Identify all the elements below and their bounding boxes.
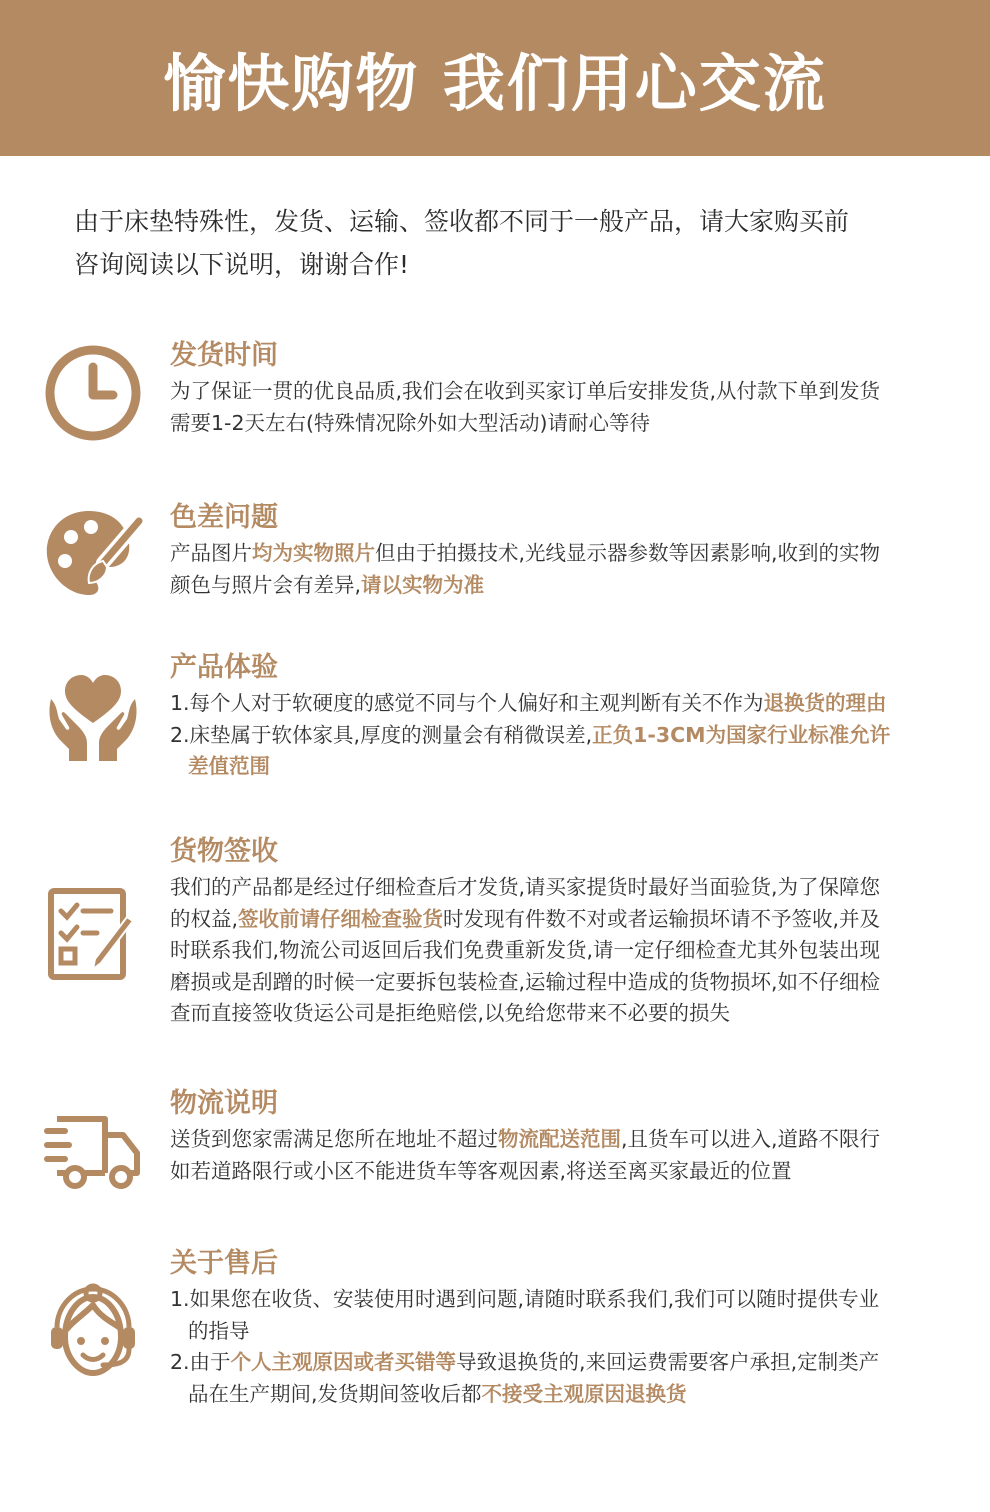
highlight-text: 个人主观原因或者买错等 [230, 1350, 457, 1374]
highlight-text: 正负1-3CM为国家行业标准允许 [592, 722, 891, 747]
text-segment: ,且货车可以进入,道路不限行 [621, 1127, 881, 1151]
section-title: 发货时间 [170, 340, 278, 371]
highlight-text: 物流配送范围 [498, 1127, 621, 1151]
section-body [170, 376, 960, 439]
text-segment: 1.如果您在收货、安装使用时遇到问题,请随时联系我们,我们可以随时提供专业 [170, 1287, 880, 1311]
section-title: 物流说明 [170, 1088, 278, 1119]
section-title: 色差问题 [170, 502, 278, 533]
text-segment: 我们的产品都是经过仔细检查后才发货,请买家提货时最好当面验货,为了保障您 [170, 875, 881, 899]
highlight-text: 签收前请仔细检查验货 [238, 906, 444, 931]
section-body [170, 538, 960, 601]
intro-line: 咨询阅读以下说明，谢谢合作! [74, 250, 410, 279]
text-segment: 导致退换货的,来回运费需要客户承担,定制类产 [456, 1350, 880, 1374]
heart-hands-icon [38, 660, 148, 770]
section-body [170, 872, 960, 1030]
section-body [170, 1284, 960, 1410]
intro-text [74, 200, 934, 286]
text-segment: 送货到您家需满足您所在地址不超过 [170, 1127, 498, 1151]
section-title: 货物签收 [170, 836, 278, 867]
highlight-text: 退换货的理由 [763, 691, 887, 715]
highlight-text: 不接受主观原因退换货 [481, 1381, 687, 1406]
highlight-text: 差值范围 [188, 754, 270, 778]
text-segment: 1.每个人对于软硬度的感觉不同与个人偏好和主观判断有关不作为 [170, 691, 764, 715]
section-body [170, 1124, 960, 1187]
text-segment: 磨损或是刮蹭的时候一定要拆包装检查,运输过程中造成的货物损坏,如不仔细检 [170, 969, 881, 994]
text-segment: 产品图片 [170, 541, 252, 565]
text-segment: 2.由于 [170, 1350, 231, 1374]
customer-service-icon [38, 1278, 148, 1388]
palette-brush-icon [38, 498, 148, 608]
text-segment: 品在生产期间,发货期间签收后都 [188, 1381, 482, 1406]
text-segment: 但由于拍摄技术,光线显示器参数等因素影响,收到的实物 [375, 541, 881, 565]
delivery-truck-icon [38, 1096, 148, 1206]
text-segment: 为了保证一贯的优良品质,我们会在收到买家订单后安排发货,从付款下单到发货 [170, 379, 881, 403]
highlight-text: 请以实物为准 [361, 572, 485, 597]
highlight-text: 均为实物照片 [252, 541, 375, 565]
text-segment: 2.床垫属于软体家具,厚度的测量会有稍微误差, [170, 722, 593, 747]
intro-line: 由于床垫特殊性，发货、运输、签收都不同于一般产品，请大家购买前 [74, 207, 850, 236]
header-banner [0, 0, 990, 156]
section-body [170, 688, 960, 783]
text-segment: 时联系我们,物流公司返回后我们免费重新发货,请一定仔细检查尤其外包装出现 [170, 938, 881, 962]
page-title: 愉快购物 我们用心交流 [163, 46, 827, 120]
text-segment: 的指导 [188, 1318, 250, 1343]
checklist-pen-icon [38, 878, 148, 988]
clock-icon [38, 338, 148, 448]
section-title: 关于售后 [170, 1248, 278, 1279]
section-title: 产品体验 [170, 652, 278, 683]
text-segment: 颜色与照片会有差异, [170, 572, 362, 597]
text-segment: 查而直接签收货运公司是拒绝赔偿,以免给您带来不必要的损失 [170, 1001, 731, 1025]
text-segment: 时发现有件数不对或者运输损坏请不予签收,并及 [443, 906, 881, 931]
text-segment: 如若道路限行或小区不能进货车等客观因素,将送至离买家最近的位置 [170, 1158, 792, 1183]
text-segment: 的权益, [170, 906, 239, 931]
text-segment: 需要1-2天左右(特殊情况除外如大型活动)请耐心等待 [170, 410, 650, 435]
